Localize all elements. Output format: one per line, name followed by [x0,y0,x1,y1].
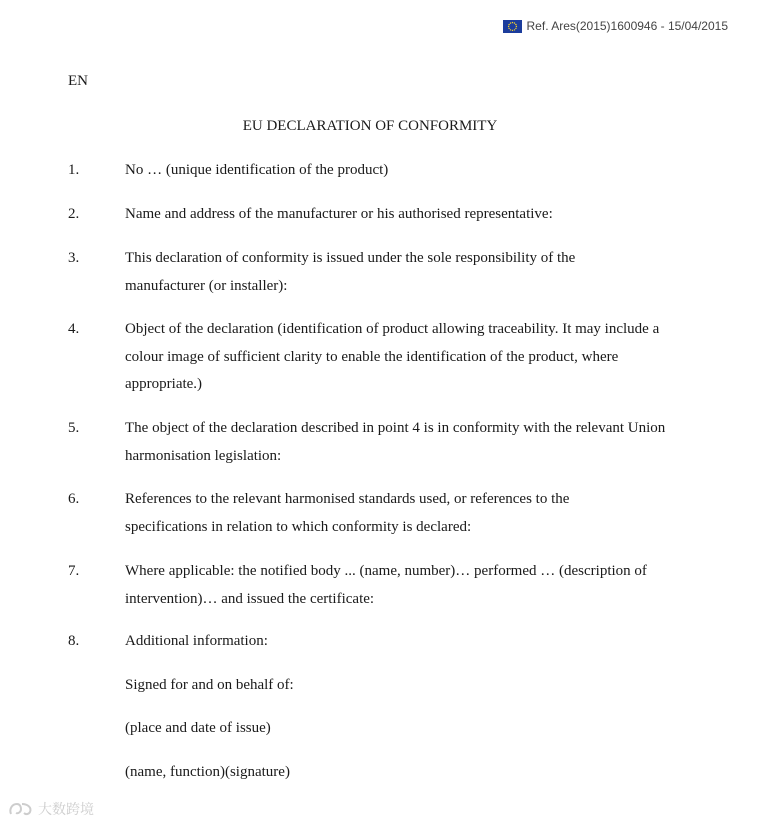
language-code: EN [68,73,88,89]
item-text: The object of the declaration described in point 4 is in conformity with the relevant Union harmonisation legislation: [125,420,666,464]
page-title: EU DECLARATION OF CONFORMITY [242,118,498,134]
list-item [68,316,688,399]
reference-text: Ref. Ares(2015)1600946 - 15/04/2015 [526,19,728,33]
list-item [68,486,638,541]
watermark [8,799,94,819]
item-number: 7. [68,563,80,579]
item-text: References to the relevant harmonised standards used, or references to the specifications in relation to which conformity is declared: [125,491,570,535]
item-text: This declaration of conformity is issued under the sole responsibility of the manufacturer (or installer): [125,250,576,294]
list-item [68,415,688,470]
place-date-text: (place and date of issue) [125,720,271,736]
item-text: Additional information: [125,633,268,649]
item-number: 4. [68,321,80,337]
name-function-text: (name, function)(signature) [125,764,290,780]
item-text: No … (unique identification of the product) [125,162,389,178]
item-text: Where applicable: the notified body ... (name, number)… performed … (description of intervention)… and issued the certificate: [125,563,647,607]
item-number: 3. [68,250,80,266]
reference-header [503,19,728,33]
list-item [68,245,628,300]
eu-flag-icon [503,20,522,33]
signed-for-text: Signed for and on behalf of: [125,677,294,693]
item-number: 1. [68,162,80,178]
watermark-text: 大数跨境 [38,802,94,818]
item-number: 2. [68,206,80,222]
item-text: Name and address of the manufacturer or his authorised representative: [125,206,553,222]
logo-icon [8,801,34,817]
item-text: Object of the declaration (identification of product allowing traceability. It may include a colour image of sufficient clarity to enable the identification of the product, where appropriate.) [125,321,660,392]
list-item [68,628,688,656]
item-number: 5. [68,420,80,436]
list-item [68,157,688,185]
list-item [68,201,688,229]
item-number: 8. [68,633,80,649]
list-item [68,558,688,613]
item-number: 6. [68,491,80,507]
